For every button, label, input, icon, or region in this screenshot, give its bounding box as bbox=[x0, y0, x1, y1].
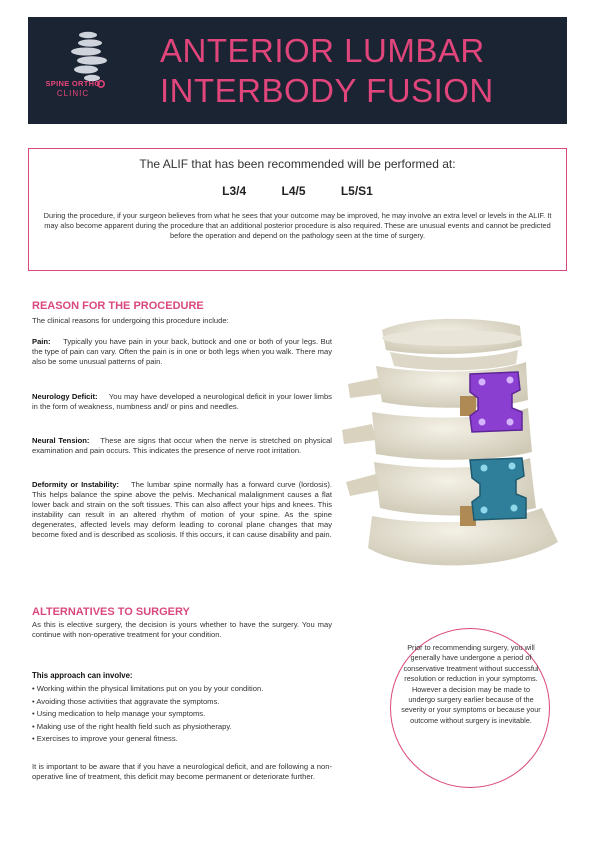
levels-row bbox=[29, 184, 566, 198]
list-item: • Using medication to help manage your symptoms. bbox=[32, 708, 332, 721]
page-title: ANTERIOR LUMBAR INTERBODY FUSION bbox=[160, 32, 494, 109]
levels-intro: The ALIF that has been recommended will be performed at: bbox=[139, 157, 456, 171]
list-item: • Working within the physical limitations put on you by your condition. bbox=[32, 683, 332, 696]
level-item: L4/5 bbox=[281, 184, 306, 198]
approach-list bbox=[32, 683, 332, 746]
level-item: L5/S1 bbox=[340, 184, 373, 198]
alternatives-heading: ALTERNATIVES TO SURGERY bbox=[32, 606, 190, 618]
circle-note-text: Prior to recommending surgery, you will generally have undergone a period of conservative treatment without successful resolution or reduction in your symptoms. However a decision may be made to undergo surgery earlier because of the severity or your symptoms or because your outcome without surgery is inevitable. bbox=[401, 643, 541, 725]
reason-item-pain bbox=[32, 337, 332, 367]
reason-text: The lumbar spine normally has a forward curve (lordosis). This helps balance the spine above the pelvis. Mechanical malalignment causes a flat lower back and strain on the soft tissues. This can also affect your hips and knees. This instability can result in an altered rhythm of motion of your spine. As the spine degenerates, affected levels may deform leading to coronal plane changes that may become fixed and is described as scoliosis. If this occurs, it can cause disability and pain. bbox=[32, 480, 333, 539]
list-item: • Exercises to improve your general fitness. bbox=[32, 733, 332, 746]
reason-term: Neural Tension: bbox=[32, 436, 90, 445]
levels-box bbox=[28, 148, 567, 271]
reason-item-neural-tension bbox=[32, 436, 332, 456]
levels-paragraph: During the procedure, if your surgeon believes from what he sees that your outcome may be improved, he may involve an extra level or levels in the ALIF. It may also become apparent during the procedure that an additional posterior procedure is also required. These are unusual events and cannot be predicted before the operation and depend on the pathology seen at the time of surgery. bbox=[43, 211, 552, 240]
alternatives-closing: It is important to be aware that if you have a neurological deficit, and are following a non-operative line of treatment, this deficit may become permanent or deteriorate further. bbox=[32, 762, 332, 781]
reason-intro: The clinical reasons for undergoing this procedure include: bbox=[32, 316, 229, 325]
reason-heading: REASON FOR THE PROCEDURE bbox=[32, 300, 204, 312]
approach-title: This approach can involve: bbox=[32, 671, 133, 680]
conservative-treatment-note bbox=[390, 628, 550, 788]
reason-term: Pain: bbox=[32, 337, 51, 346]
alternatives-intro: As this is elective surgery, the decision is yours whether to have the surgery. You may continue with non-operative treatment for your condition. bbox=[32, 620, 332, 639]
reason-text: You may have developed a neurological deficit in your lower limbs in the form of weakness, numbness and/ or pins and needles. bbox=[32, 392, 332, 411]
logo-text-line2: CLINIC bbox=[56, 89, 90, 98]
reason-text: These are signs that occur when the nerve is stretched on physical examination and pain occurs. This indicates the presence of nerve root irritation. bbox=[32, 436, 332, 455]
reason-item-neurology bbox=[32, 392, 332, 412]
logo-text-line1: SPINE ORTHO bbox=[45, 79, 101, 88]
list-item: • Making use of the right health field such as physiotherapy. bbox=[32, 721, 332, 734]
level-item: L3/4 bbox=[222, 184, 247, 198]
reason-item-deformity bbox=[32, 480, 332, 539]
reason-term: Neurology Deficit: bbox=[32, 392, 98, 401]
reason-text: Typically you have pain in your back, buttock and one or both of your legs. But the type of pain can vary. Often the pain is in one or both legs when you walk. There may also be some unusual patterns of pain. bbox=[32, 337, 332, 366]
page-header bbox=[28, 17, 567, 124]
spine-implant-image bbox=[342, 312, 568, 574]
spine-logo-icon bbox=[46, 27, 136, 115]
list-item: • Avoiding those activities that aggravate the symptoms. bbox=[32, 696, 332, 709]
reason-term: Deformity or Instability: bbox=[32, 480, 120, 489]
